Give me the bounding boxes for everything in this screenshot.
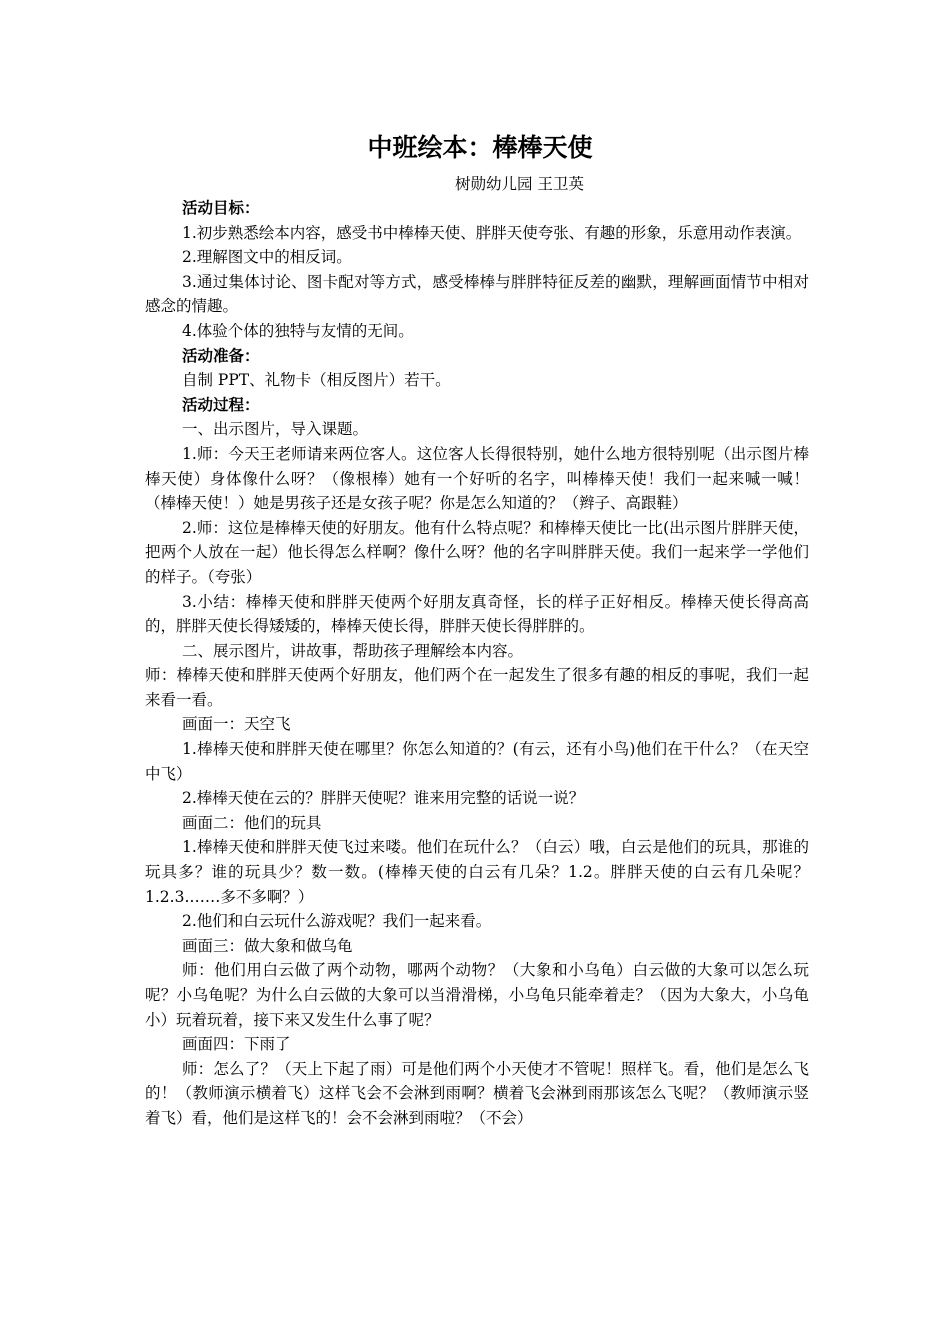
paragraph: 画面三：做大象和做乌龟 <box>182 936 353 955</box>
paragraph: 1.棒棒天使和胖胖天使飞过来喽。他们在玩什么？（白云）哦，白云是他们的玩具，那谁的玩具多？谁的玩具少？数一数。(棒棒天使的白云有几朵？1.2。胖胖天使的白云有几朵呢？ 1.2.3.……多不多啊？） <box>145 838 809 906</box>
paragraph: 2.师：这位是棒棒天使的好朋友。他有什么特点呢？和棒棒天使比一比(出示图片胖胖天使，把两个人放在一起）他长得怎么样啊？像什么呀？他的名字叫胖胖天使。我们一起来学一学他们的样子。（夸张） <box>145 518 809 586</box>
document-title: 中班绘本：棒棒天使 <box>367 133 593 162</box>
paragraph: 3.通过集体讨论、图卡配对等方式，感受棒棒与胖胖特征反差的幽默，理解画面情节中相对感念的情趣。 <box>145 272 809 316</box>
paragraph: 师：怎么了？（天上下起了雨）可是他们两个小天使才不管呢！照样飞。看，他们是怎么飞的！（教师演示横着飞）这样飞会不会淋到雨啊？横着飞会淋到雨那该怎么飞呢？（教师演示竖着飞）看，他们是这样飞的！会不会淋到雨啦？（不会） <box>145 1059 809 1127</box>
paragraph: 4.体验个体的独特与友情的无间。 <box>182 321 414 340</box>
paragraph: 1.棒棒天使和胖胖天使在哪里？你怎么知道的？(有云，还有小鸟)他们在干什么？（在天空中飞） <box>145 740 809 783</box>
paragraph: 画面一：天空飞 <box>182 715 291 734</box>
section-heading: 活动准备： <box>182 346 260 365</box>
document-page <box>145 128 809 1131</box>
paragraph: 师：棒棒天使和胖胖天使两个好朋友，他们两个在一起发生了很多有趣的相反的事呢，我们一起来看一看。 <box>145 666 809 709</box>
document-author: 树勋幼儿园 王卫英 <box>455 175 584 193</box>
paragraph: 画面二：他们的玩具 <box>182 813 322 832</box>
section-heading: 活动目标： <box>182 199 260 217</box>
paragraph: 一、出示图片，导入课题。 <box>182 420 369 439</box>
paragraph: 画面四：下雨了 <box>182 1035 291 1054</box>
paragraph: 2.棒棒天使在云的？胖胖天使呢？谁来用完整的话说一说？ <box>182 789 585 808</box>
paragraph: 1.师：今天王老师请来两位客人。这位客人长得很特别，她什么地方很特别呢（出示图片棒棒天使）身体像什么呀？（像根棒）她有一个好听的名字，叫棒棒天使！我们一起来喊一喊！（棒棒天使！）她是男孩子还是女孩子呢？你是怎么知道的？（辫子、高跟鞋） <box>145 444 809 513</box>
paragraph: 2.理解图文中的相反词。 <box>182 248 352 267</box>
paragraph: 1.初步熟悉绘本内容，感受书中棒棒天使、胖胖天使夸张、有趣的形象，乐意用动作表演。 <box>182 223 802 242</box>
document-body <box>145 196 809 1131</box>
section-heading: 活动过程： <box>182 395 260 414</box>
paragraph: 二、展示图片，讲故事，帮助孩子理解绘本内容。 <box>182 641 524 660</box>
paragraph: 师：他们用白云做了两个动物，哪两个动物？（大象和小乌龟）白云做的大象可以怎么玩呢？小乌龟呢？为什么白云做的大象可以当滑滑梯，小乌龟只能牵着走？（因为大象大，小乌龟小）玩着玩着，接下来又发生什么事了呢？ <box>145 961 809 1029</box>
paragraph: 3.小结：棒棒天使和胖胖天使两个好朋友真奇怪，长的样子正好相反。棒棒天使长得高高的，胖胖天使长得矮矮的，棒棒天使长得，胖胖天使长得胖胖的。 <box>145 592 809 636</box>
paragraph: 自制 PPT、礼物卡（相反图片）若干。 <box>182 371 451 390</box>
paragraph: 2.他们和白云玩什么游戏呢？我们一起来看。 <box>182 912 492 931</box>
